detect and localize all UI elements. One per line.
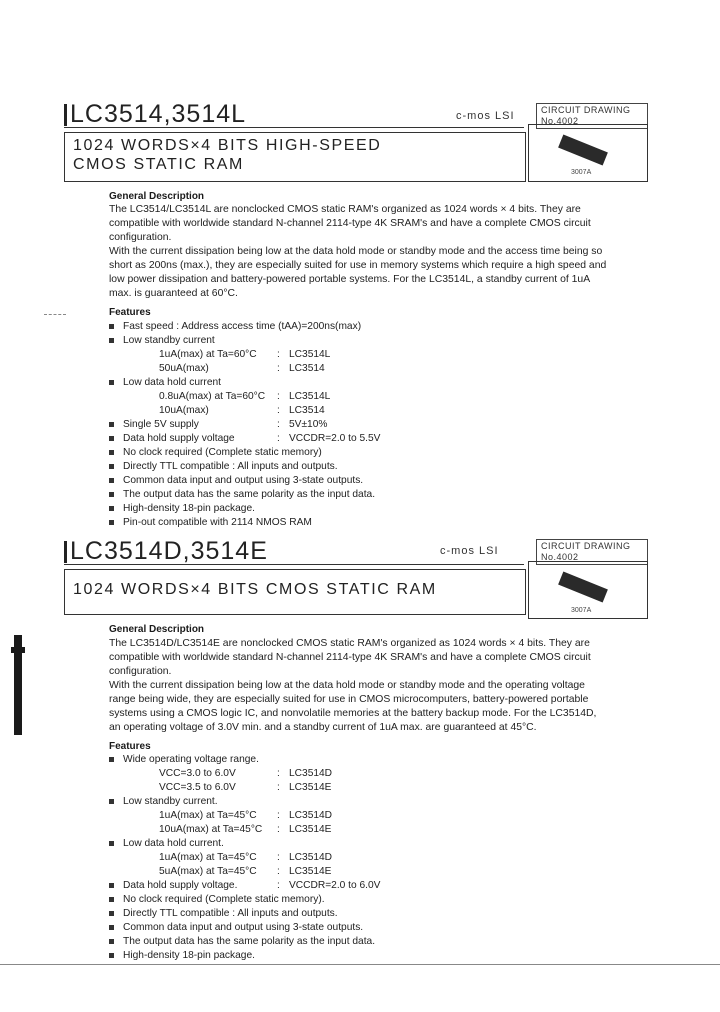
feature-value: LC3514D [289, 768, 333, 779]
title-box [64, 132, 526, 182]
header-rule [64, 564, 524, 565]
title-line-1: 1024 WORDS×4 BITS CMOS STATIC RAM [73, 581, 437, 598]
feature-item [109, 362, 589, 376]
description-line: an operating voltage of 3.0V min. and a standby current of 1uA max. are guaranteed at 45°C. [109, 722, 537, 733]
feature-item [109, 488, 589, 502]
feature-item [109, 334, 589, 348]
cmos-lsi-label: c-mos LSI [440, 545, 499, 557]
description-line: compatible with worldwide standard N-channel 2114-type 4K SRAM's and have a complete CMOS circuit [109, 218, 591, 229]
datasheet-section-lc3514d [0, 535, 720, 1012]
chip-package-icon [558, 135, 608, 166]
feature-text: No clock required (Complete static memory) [123, 447, 322, 458]
feature-item [109, 474, 589, 488]
feature-item [109, 865, 589, 879]
feature-item [109, 879, 589, 893]
feature-text: Wide operating voltage range. [123, 754, 259, 765]
feature-separator: : [277, 782, 280, 793]
feature-text: 10uA(max) at Ta=45°C [159, 824, 263, 835]
feature-separator: : [277, 810, 280, 821]
feature-item [109, 921, 589, 935]
title-line-1: 1024 WORDS×4 BITS HIGH-SPEED [73, 137, 382, 154]
bullet-icon [109, 324, 114, 329]
package-figure [528, 124, 648, 182]
feature-separator: : [277, 824, 280, 835]
feature-item [109, 404, 589, 418]
package-figure [528, 561, 648, 619]
feature-text: 1uA(max) at Ta=45°C [159, 810, 257, 821]
feature-text: VCC=3.0 to 6.0V [159, 768, 236, 779]
feature-value: LC3514 [289, 405, 325, 416]
feature-item [109, 376, 589, 390]
feature-separator: : [277, 768, 280, 779]
description-line: max. is guaranteed at 60°C. [109, 288, 238, 299]
description-line: configuration. [109, 232, 172, 243]
circuit-drawing-number: No.4002 [541, 552, 579, 562]
bullet-icon [109, 841, 114, 846]
feature-item [109, 809, 589, 823]
general-description-text [109, 637, 596, 735]
feature-item [109, 893, 589, 907]
feature-text: Low standby current [123, 335, 215, 346]
feature-text: Low data hold current [123, 377, 221, 388]
feature-text: 0.8uA(max) at Ta=60°C [159, 391, 266, 402]
bullet-icon [109, 799, 114, 804]
general-description-text [109, 203, 606, 301]
page-bottom-rule [0, 964, 720, 965]
feature-value: LC3514L [289, 391, 331, 402]
feature-separator: : [277, 419, 280, 430]
description-line: The LC3514/LC3514L are nonclocked CMOS static RAM's organized as 1024 words × 4 bits. They are [109, 204, 581, 215]
bullet-icon [109, 883, 114, 888]
feature-item [109, 320, 589, 334]
feature-separator: : [277, 405, 280, 416]
feature-text: Low standby current. [123, 796, 218, 807]
feature-text: Common data input and output using 3-state outputs. [123, 475, 364, 486]
feature-item [109, 460, 589, 474]
features-list [109, 753, 589, 963]
margin-mark-cap [11, 647, 25, 653]
description-line: The LC3514D/LC3514E are nonclocked CMOS static RAM's organized as 1024 words × 4 bits. They are [109, 638, 590, 649]
title-line-2: CMOS STATIC RAM [73, 156, 244, 173]
feature-text: Directly TTL compatible : All inputs and outputs. [123, 461, 338, 472]
feature-item [109, 935, 589, 949]
features-heading: Features [109, 741, 151, 752]
cmos-lsi-label: c-mos LSI [456, 110, 515, 122]
feature-text: 10uA(max) [159, 405, 209, 416]
title-box [64, 569, 526, 615]
bullet-icon [109, 911, 114, 916]
feature-text: High-density 18-pin package. [123, 503, 255, 514]
bullet-icon [109, 925, 114, 930]
feature-item [109, 516, 589, 530]
bullet-icon [109, 450, 114, 455]
circuit-drawing-label: CIRCUIT DRAWING [541, 541, 631, 551]
part-number-bar [64, 104, 67, 126]
feature-text: No clock required (Complete static memory). [123, 894, 325, 905]
feature-value: LC3514D [289, 852, 333, 863]
circuit-drawing-number: No.4002 [541, 116, 579, 126]
feature-text: Low data hold current. [123, 838, 224, 849]
bullet-icon [109, 464, 114, 469]
feature-value: LC3514E [289, 866, 332, 877]
description-line: compatible with worldwide standard N-channel 2114-type 4K SRAM's and have a complete CMOS circuit [109, 652, 591, 663]
feature-separator: : [277, 866, 280, 877]
feature-item [109, 907, 589, 921]
circuit-drawing-label: CIRCUIT DRAWING [541, 105, 631, 115]
feature-separator: : [277, 363, 280, 374]
bullet-icon [109, 422, 114, 427]
description-line: systems using a CMOS logic IC, and nonvolatile memories at the battery backup mode. For the LC3514D, [109, 708, 597, 719]
feature-text: Data hold supply voltage [123, 433, 235, 444]
feature-item [109, 753, 589, 767]
bullet-icon [109, 953, 114, 958]
feature-text: Common data input and output using 3-state outputs. [123, 922, 364, 933]
feature-item [109, 432, 589, 446]
bullet-icon [109, 492, 114, 497]
feature-value: VCCDR=2.0 to 5.5V [289, 433, 381, 444]
feature-item [109, 348, 589, 362]
feature-text: Directly TTL compatible : All inputs and outputs. [123, 908, 338, 919]
bullet-icon [109, 338, 114, 343]
description-line: configuration. [109, 666, 172, 677]
feature-value: LC3514E [289, 824, 332, 835]
feature-item [109, 502, 589, 516]
feature-text: Single 5V supply [123, 419, 199, 430]
feature-text: 5uA(max) at Ta=45°C [159, 866, 257, 877]
general-description-heading: General Description [109, 191, 205, 202]
description-line: With the current dissipation being low at the data hold mode or standby mode and the access time being so [109, 246, 603, 257]
feature-item [109, 795, 589, 809]
feature-item [109, 823, 589, 837]
feature-item [109, 418, 589, 432]
package-code: 3007A [571, 607, 592, 614]
part-number: LC3514D,3514E [70, 537, 268, 565]
bullet-icon [109, 757, 114, 762]
general-description-heading: General Description [109, 624, 205, 635]
feature-item [109, 781, 589, 795]
part-number: LC3514,3514L [70, 100, 247, 128]
feature-separator: : [277, 349, 280, 360]
package-code: 3007A [571, 169, 592, 176]
chip-package-icon [558, 572, 608, 603]
feature-item [109, 446, 589, 460]
feature-text: Data hold supply voltage. [123, 880, 238, 891]
header-rule [64, 127, 524, 128]
description-line: With the current dissipation being low at the data hold mode or standby mode and the operating voltage [109, 680, 585, 691]
feature-text: High-density 18-pin package. [123, 950, 255, 961]
feature-value: LC3514 [289, 363, 325, 374]
description-line: low power dissipation and battery-powered portable systems. For the LC3514L, a standby current of 1uA [109, 274, 591, 285]
feature-item [109, 390, 589, 404]
bullet-icon [109, 506, 114, 511]
feature-text: VCC=3.5 to 6.0V [159, 782, 236, 793]
features-list [109, 320, 589, 530]
feature-text: 50uA(max) [159, 363, 209, 374]
feature-item [109, 767, 589, 781]
bullet-icon [109, 436, 114, 441]
feature-separator: : [277, 880, 280, 891]
description-line: short as 200ns (max.), they are especially suited for use in memory systems which require a high speed and [109, 260, 607, 271]
feature-separator: : [277, 852, 280, 863]
feature-value: LC3514D [289, 810, 333, 821]
feature-value: LC3514L [289, 349, 331, 360]
feature-item [109, 949, 589, 963]
feature-text: Pin-out compatible with 2114 NMOS RAM [123, 517, 312, 528]
feature-separator: : [277, 391, 280, 402]
feature-text: The output data has the same polarity as the input data. [123, 936, 376, 947]
bullet-icon [109, 897, 114, 902]
feature-item [109, 837, 589, 851]
feature-value: 5V±10% [289, 419, 328, 430]
feature-item [109, 851, 589, 865]
feature-text: 1uA(max) at Ta=45°C [159, 852, 257, 863]
margin-dash [44, 314, 66, 315]
bullet-icon [109, 478, 114, 483]
bullet-icon [109, 380, 114, 385]
bullet-icon [109, 939, 114, 944]
feature-separator: : [277, 433, 280, 444]
description-line: range being wide, they are especially suited for use in CMOS microcomputers, battery-powered portable [109, 694, 589, 705]
feature-value: LC3514E [289, 782, 332, 793]
bullet-icon [109, 520, 114, 525]
part-number-bar [64, 541, 67, 563]
feature-text: Fast speed : Address access time (tAA)=200ns(max) [123, 321, 362, 332]
feature-text: The output data has the same polarity as the input data. [123, 489, 376, 500]
feature-value: VCCDR=2.0 to 6.0V [289, 880, 381, 891]
feature-text: 1uA(max) at Ta=60°C [159, 349, 257, 360]
features-heading: Features [109, 307, 151, 318]
